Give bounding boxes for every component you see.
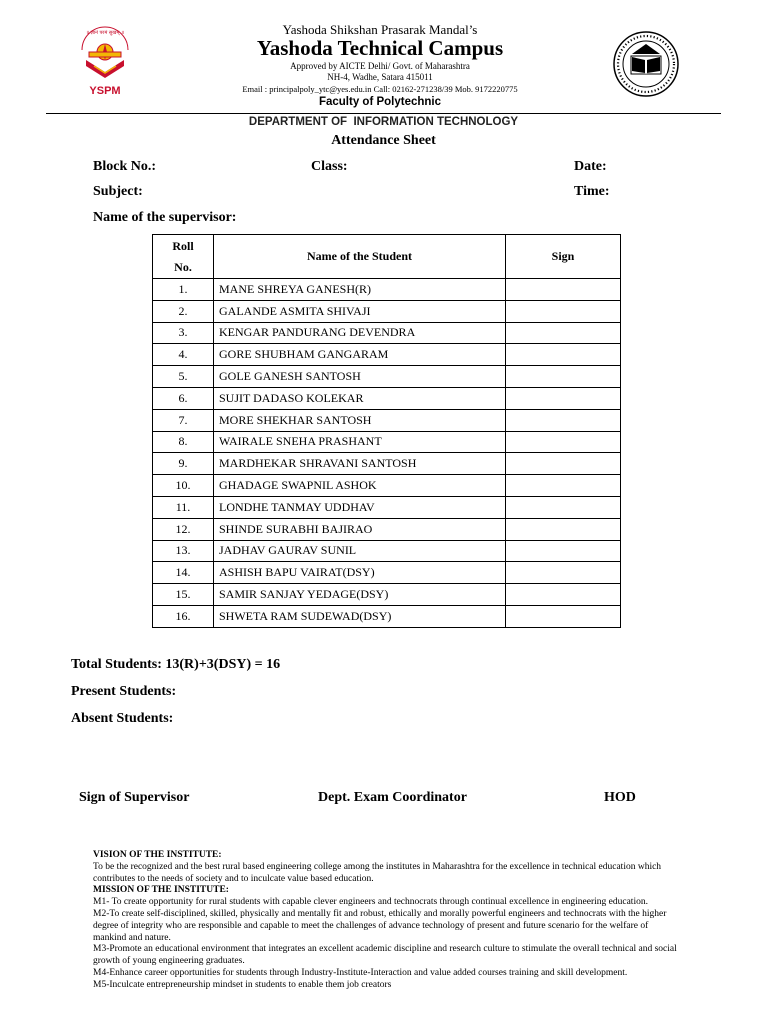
sign-cell[interactable] [506, 366, 621, 388]
logo-text: YSPM [89, 85, 121, 97]
roll-no-cell: 16. [153, 605, 214, 627]
table-row [153, 540, 621, 562]
table-row [153, 584, 621, 606]
student-name-cell: SHINDE SURABHI BAJIRAO [214, 518, 506, 540]
roll-no-header: Roll No. [153, 235, 214, 279]
sign-cell[interactable] [506, 605, 621, 627]
student-name-cell: LONDHE TANMAY UDDHAV [214, 496, 506, 518]
roll-no-cell: 7. [153, 409, 214, 431]
student-name-cell: SUJIT DADASO KOLEKAR [214, 387, 506, 409]
table-row [153, 605, 621, 627]
campus-name: Yashoda Technical Campus [256, 36, 504, 60]
vision-mission-section [93, 850, 683, 992]
student-name-cell: GALANDE ASMITA SHIVAJI [214, 300, 506, 322]
mission-item: M2-To create self-disciplined, skilled, physically and mentally fit and robust, ethically and morally powerful engineers and technocrats with the higher degree of integrity who are responsible and capable to meet the challenges of advance technology of present and future scenario for the welfare of mankind and nature. [93, 908, 667, 943]
roll-no-cell: 4. [153, 344, 214, 366]
roll-no-cell: 11. [153, 496, 214, 518]
time-label: Time: [574, 184, 610, 199]
sign-cell[interactable] [506, 409, 621, 431]
mission-item: M5-Inculcate entrepreneurship mindset in students to enable them job creators [93, 979, 392, 990]
table-row [153, 344, 621, 366]
sign-cell[interactable] [506, 322, 621, 344]
student-name-cell: MARDHEKAR SHRAVANI SANTOSH [214, 453, 506, 475]
sign-cell[interactable] [506, 584, 621, 606]
sheet-title: Attendance Sheet [331, 133, 436, 148]
table-row [153, 322, 621, 344]
student-name-cell: KENGAR PANDURANG DEVENDRA [214, 322, 506, 344]
subject-label: Subject: [93, 184, 143, 199]
table-header-row [153, 235, 621, 279]
sign-cell[interactable] [506, 475, 621, 497]
mission-heading: MISSION OF THE INSTITUTE: [93, 885, 229, 896]
table-row [153, 387, 621, 409]
supervisor-sign-label: Sign of Supervisor [79, 790, 190, 805]
logo-motto: ॥ ज्ञानं परमं सुखम् ॥ [86, 30, 124, 36]
table-row [153, 562, 621, 584]
table-row [153, 475, 621, 497]
student-name-cell: GHADAGE SWAPNIL ASHOK [214, 475, 506, 497]
yspm-logo [74, 22, 136, 100]
supervisor-name-label: Name of the supervisor: [93, 210, 237, 225]
table-row [153, 453, 621, 475]
roll-no-cell: 2. [153, 300, 214, 322]
contact-line: Email : principalpoly_ytc@yes.edu.in Call: 02162-271238/39 Mob. 9172220775 [242, 84, 518, 94]
sign-cell[interactable] [506, 540, 621, 562]
roll-no-cell: 5. [153, 366, 214, 388]
table-row [153, 409, 621, 431]
attendance-table [152, 234, 621, 628]
sign-cell[interactable] [506, 387, 621, 409]
sign-cell[interactable] [506, 453, 621, 475]
roll-no-cell: 15. [153, 584, 214, 606]
student-name-cell: MORE SHEKHAR SANTOSH [214, 409, 506, 431]
address-line: NH-4, Wadhe, Satara 415011 [327, 72, 433, 82]
roll-no-cell: 9. [153, 453, 214, 475]
sign-cell[interactable] [506, 279, 621, 301]
sign-header: Sign [506, 235, 621, 279]
student-name-cell: JADHAV GAURAV SUNIL [214, 540, 506, 562]
block-no-label: Block No.: [93, 159, 156, 174]
mission-item: M4-Enhance career opportunities for students through Industry-Institute-Interaction and value added courses training and skill development. [93, 967, 628, 978]
sign-cell[interactable] [506, 496, 621, 518]
table-row [153, 300, 621, 322]
table-row [153, 496, 621, 518]
student-name-cell: GOLE GANESH SANTOSH [214, 366, 506, 388]
hod-label: HOD [604, 790, 636, 805]
mission-item: M3-Promote an educational environment that integrates an excellent academic discipline and research culture to stimulate the overall technical and social growth of young engineering graduates. [93, 944, 677, 967]
student-name-cell: WAIRALE SNEHA PRASHANT [214, 431, 506, 453]
student-name-header: Name of the Student [214, 235, 506, 279]
sign-cell[interactable] [506, 562, 621, 584]
sign-cell[interactable] [506, 344, 621, 366]
table-row [153, 518, 621, 540]
roll-no-cell: 6. [153, 387, 214, 409]
date-label: Date: [574, 159, 607, 174]
roll-no-cell: 8. [153, 431, 214, 453]
class-label: Class: [311, 159, 348, 174]
roll-no-cell: 13. [153, 540, 214, 562]
student-name-cell: MANE SHREYA GANESH(R) [214, 279, 506, 301]
sign-cell[interactable] [506, 431, 621, 453]
table-row [153, 366, 621, 388]
roll-no-cell: 14. [153, 562, 214, 584]
student-name-cell: SHWETA RAM SUDEWAD(DSY) [214, 605, 506, 627]
vision-heading: VISION OF THE INSTITUTE: [93, 850, 222, 860]
faculty-name: Faculty of Polytechnic [318, 96, 442, 108]
roll-no-cell: 1. [153, 279, 214, 301]
student-name-cell: ASHISH BAPU VAIRAT(DSY) [214, 562, 506, 584]
vision-text: To be the recognized and the best rural based engineering college among the institutes in Maharashtra for the excellence in technical education which contributes to the needs of society and to inculcate value based education. [93, 861, 662, 884]
absent-students-label: Absent Students: [71, 711, 174, 726]
table-row [153, 431, 621, 453]
sign-cell[interactable] [506, 518, 621, 540]
roll-no-cell: 12. [153, 518, 214, 540]
mandal-name: Yashoda Shikshan Prasarak Mandal’s [282, 22, 478, 37]
header-divider [46, 113, 721, 114]
present-students-label: Present Students: [71, 684, 177, 699]
table-row [153, 279, 621, 301]
roll-no-cell: 10. [153, 475, 214, 497]
total-students: Total Students: 13(R)+3(DSY) = 16 [71, 657, 281, 672]
approval-line: Approved by AICTE Delhi/ Govt. of Maharashtra [290, 61, 470, 71]
sign-cell[interactable] [506, 300, 621, 322]
roll-no-cell: 3. [153, 322, 214, 344]
student-name-cell: SAMIR SANJAY YEDAGE(DSY) [214, 584, 506, 606]
exam-coordinator-label: Dept. Exam Coordinator [318, 790, 467, 805]
student-name-cell: GORE SHUBHAM GANGARAM [214, 344, 506, 366]
mission-item: M1- To create opportunity for rural students with capable clever engineers and technocrats through continual excellence in engineering education. [93, 897, 648, 908]
department-name: DEPARTMENT OF INFORMATION TECHNOLOGY [248, 116, 519, 128]
